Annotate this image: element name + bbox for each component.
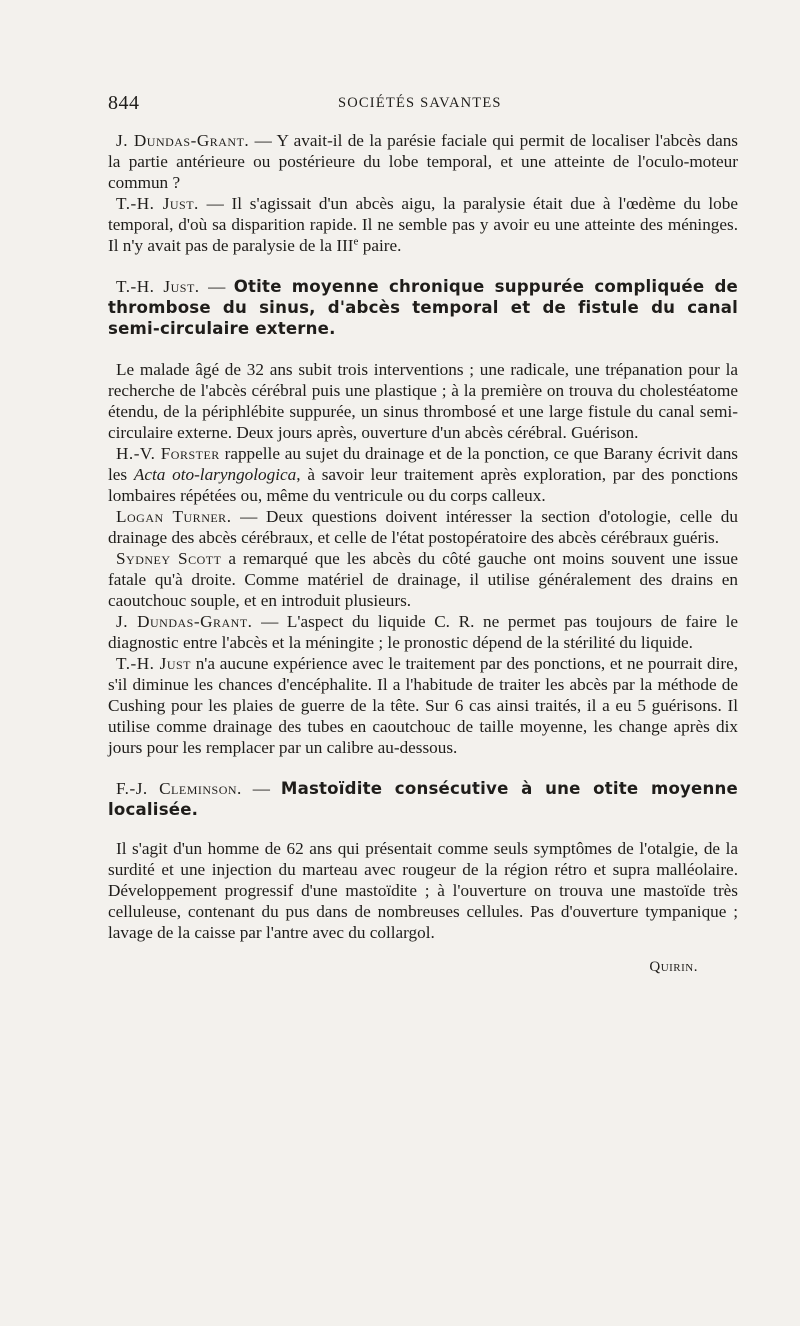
- article-body: [108, 130, 738, 978]
- section-author: T.-H. Just.: [116, 277, 200, 296]
- superscript: e: [353, 235, 359, 248]
- speaker-name: J. Dundas-Grant.: [116, 612, 253, 631]
- speaker-name: T.-H. Just.: [116, 194, 199, 213]
- speaker-name: J. Dundas-Grant.: [116, 131, 250, 150]
- paragraph-text: Il s'agit d'un homme de 62 ans qui présentait comme seuls symptômes de l'otalgie, de la surdité et une injection du marteau avec rougeur de la région rétro et supra malléolaire. Développement progressif d'une mastoïdite ; à l'ouverture on trouva une mastoïde très celluleuse, contenant du pus dans de nombreuses cellules. Pas d'ouverture tympanique ; lavage de la caisse par l'antre avec du collargol.: [108, 839, 738, 942]
- heading-dash: —: [241, 779, 281, 798]
- paragraph: [108, 653, 738, 758]
- paragraph-text: — Il s'agissait d'un abcès aigu, la paralysie était due à l'œdème du lobe temporal, d'où sa disparition rapide. Il ne semble pas y avoir eu une atteinte des méninges. Il n'y avait pas de paralysie de la III: [108, 194, 738, 255]
- paragraph: [108, 443, 738, 506]
- paragraph-text: Le malade âgé de 32 ans subit trois interventions ; une radicale, une trépanation pour la recherche de l'abcès cérébral puis une plastique ; à la première on trouva du cholestéatome étendu, de la périphlébite suppurée, un sinus thrombosé et une large fistule du canal semi-circulaire externe. Deux jours après, ouverture d'un abcès cérébral. Guérison.: [108, 360, 738, 442]
- section-author: F.-J. Cleminson.: [116, 779, 242, 798]
- speaker-name: Sydney Scott: [116, 549, 222, 568]
- paragraph: [108, 359, 738, 443]
- heading-dash: —: [199, 277, 234, 296]
- paragraph: [108, 193, 738, 256]
- journal-title: Acta oto-laryngologica: [133, 465, 297, 484]
- paragraph-text: n'a aucune expérience avec le traitement par des ponctions, et ne pourrait dire, s'il diminue les chances d'encéphalite. Il a l'habitude de traiter les abcès par la méthode de Cushing pour les plaies de guerre de la tête. Sur 6 cas ainsi traités, il a eu 5 guérisons. Il utilise comme drainage des tubes en caoutchouc de taille moyenne, les change après dix jours pour les remplacer par un calibre au-dessous.: [108, 654, 739, 757]
- page-number: 844: [108, 92, 140, 114]
- author-signature: Quirin.: [649, 959, 698, 975]
- paragraph-text: a remarqué que les abcès du côté gauche ont moins souvent une issue fatale qu'à droite. Comme matériel de drainage, il utilise généralement des drains en caoutchouc souple, et en introduit plusieurs.: [108, 549, 738, 610]
- paragraph: [108, 611, 738, 653]
- running-head: SOCIÉTÉS SAVANTES: [338, 95, 502, 111]
- paragraph-text: paire.: [358, 236, 402, 255]
- paragraph-text: — Deux questions doivent intéresser la section d'otologie, celle du drainage des abcès cérébraux, et celle de l'état postopératoire des abcès cérébraux guéris.: [108, 507, 738, 547]
- paragraph: [108, 130, 738, 193]
- paragraph: [108, 506, 738, 548]
- page-header: [108, 92, 738, 114]
- paragraph-text: , à savoir leur traitement après exploration, par des ponctions lombaires répétées ou, même du ventricule ou du corps calleux.: [108, 465, 738, 505]
- speaker-name: H.-V. Forster: [116, 444, 220, 463]
- section-heading: [108, 778, 738, 820]
- paragraph-text: rappelle au sujet du drainage et de la ponction, ce que Barany écrivit dans les: [108, 444, 738, 484]
- paragraph: [108, 838, 738, 943]
- section-title: Otite moyenne chronique suppurée compliquée de thrombose du sinus, d'abcès temporal et de fistule du canal semi-circulaire externe.: [108, 277, 739, 338]
- speaker-name: T.-H. Just: [116, 654, 192, 673]
- paragraph-text: — Y avait-il de la parésie faciale qui permit de localiser l'abcès dans la partie antérieure ou postérieure du lobe temporal, et une atteinte de l'oculo-moteur commun ?: [108, 131, 738, 192]
- section-title: Mastoïdite consécutive à une otite moyenne localisée.: [108, 779, 738, 819]
- paragraph: [108, 548, 738, 611]
- section-heading: [108, 276, 738, 339]
- speaker-name: Logan Turner.: [116, 507, 232, 526]
- paragraph-text: — L'aspect du liquide C. R. ne permet pas toujours de faire le diagnostic entre l'abcès et la méningite ; le pronostic dépend de la stérilité du liquide.: [108, 612, 739, 652]
